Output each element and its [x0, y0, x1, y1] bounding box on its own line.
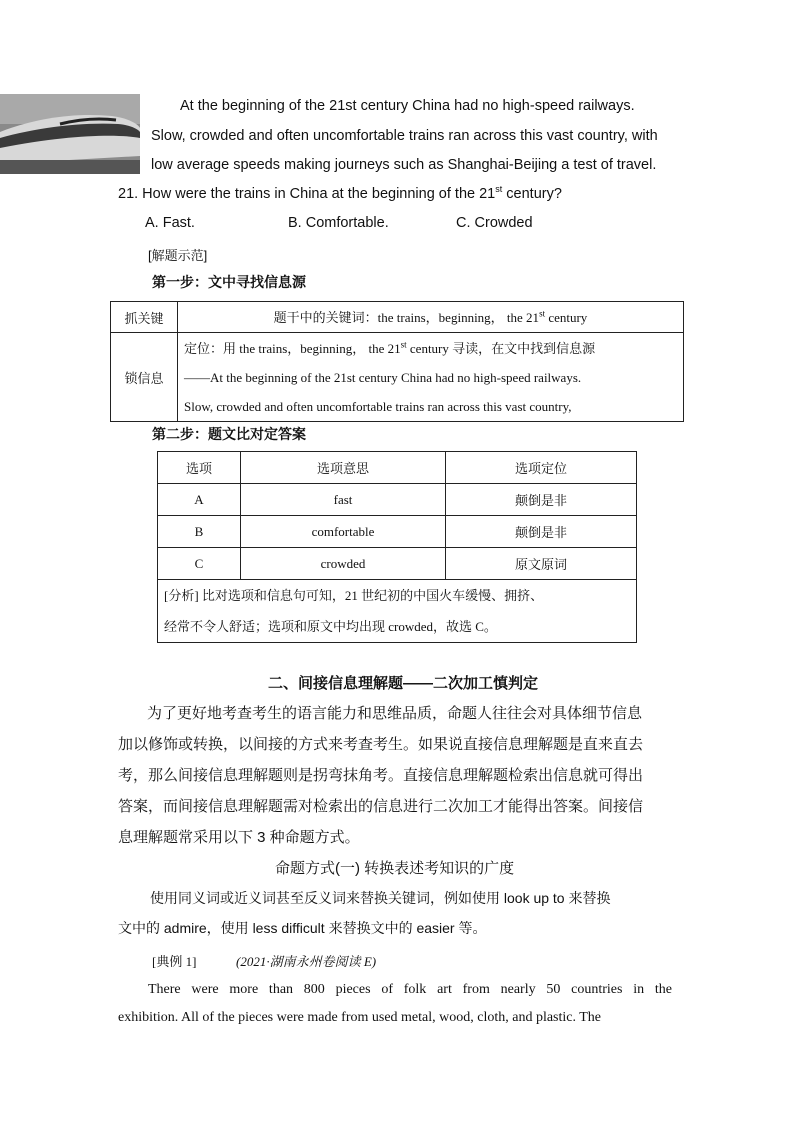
table-cell: 颠倒是非 [446, 484, 637, 516]
intro-line-5: 息理解题常采用以下 3 种命题方式。 [118, 829, 360, 846]
table-cell: C [158, 548, 241, 580]
table-row [158, 484, 637, 516]
table-cell: 原文原词 [446, 548, 637, 580]
table-cell: crowded [241, 548, 446, 580]
option-compare-table [157, 451, 637, 643]
step2-title: 第二步：题文比对定答案 [152, 426, 306, 442]
table-cell: comfortable [241, 516, 446, 548]
table-cell: 颠倒是非 [446, 516, 637, 548]
table-cell: fast [241, 484, 446, 516]
table-row [158, 516, 637, 548]
table-cell: A [158, 484, 241, 516]
example-text-line-1: There were more than 800 pieces of folk art from nearly 50 countries in the [148, 982, 672, 997]
option-a: A. Fast. [145, 215, 195, 231]
method1-line-2: 文中的 admire，使用 less difficult 来替换文中的 easier 等。 [118, 920, 487, 936]
option-b: B. Comfortable. [288, 215, 389, 231]
example-text-line-2: exhibition. All of the pieces were made from used metal, wood, cloth, and plastic. The [118, 1010, 601, 1025]
table-cell: B [158, 516, 241, 548]
train-photo [0, 94, 140, 174]
method1-line-1: 使用同义词或近义词甚至反义词来替换关键词，例如使用 look up to 来替换 [150, 890, 611, 906]
passage-line-2: Slow, crowded and often uncomfortable trains ran across this vast country, with [151, 128, 658, 144]
passage-line-1: At the beginning of the 21st century China had no high-speed railways. [180, 98, 635, 114]
intro-line-3: 考，那么间接信息理解题则是拐弯抹角考。直接信息理解题检索出信息就可得出 [118, 767, 644, 784]
analysis-cell: [分析] 比对选项和信息句可知，21 世纪初的中国火车缓慢、拥挤、 经常不令人舒适；选项和原文中均出现 crowded，故选 C。 [158, 580, 637, 643]
table-row [158, 548, 637, 580]
keyword-cell: 题干中的关键词：the trains，beginning， the 21st century [178, 302, 684, 333]
info-source-table [110, 301, 684, 422]
demo-label: [解题示范] [148, 248, 208, 263]
row-key-label: 抓关键 [111, 302, 178, 333]
header-cell: 选项意思 [241, 452, 446, 484]
intro-line-2: 加以修饰或转换，以间接的方式来考查考生。如果说直接信息理解题是直来直去 [118, 736, 644, 753]
header-cell: 选项 [158, 452, 241, 484]
option-c: C. Crowded [456, 215, 533, 231]
example-source: (2021·湖南永州卷阅读 E) [236, 954, 377, 969]
header-cell: 选项定位 [446, 452, 637, 484]
locate-cell: 定位：用 the trains，beginning， the 21st century 寻读，在文中找到信息源 ——At the beginning of the 21st century China had no high-speed railways. Slow, crowded and often uncomfortable trains ran across this vast country, [178, 333, 684, 422]
passage-line-3: low average speeds making journeys such as Shanghai-Beijing a test of travel. [151, 157, 657, 173]
method1-title: 命题方式(一) 转换表述考知识的广度 [275, 860, 515, 877]
example-label: [典例 1] [152, 954, 197, 969]
row-key-label: 锁信息 [111, 333, 178, 422]
intro-line-4: 答案，而间接信息理解题需对检索出的信息进行二次加工才能得出答案。间接信 [118, 798, 644, 815]
step1-title: 第一步：文中寻找信息源 [152, 274, 306, 290]
section-title: 二、间接信息理解题——二次加工慎判定 [268, 675, 539, 692]
intro-line-1: 为了更好地考查考生的语言能力和思维品质，命题人往往会对具体细节信息 [147, 705, 643, 722]
question-stem: 21. How were the trains in China at the beginning of the 21st century? [118, 184, 562, 202]
